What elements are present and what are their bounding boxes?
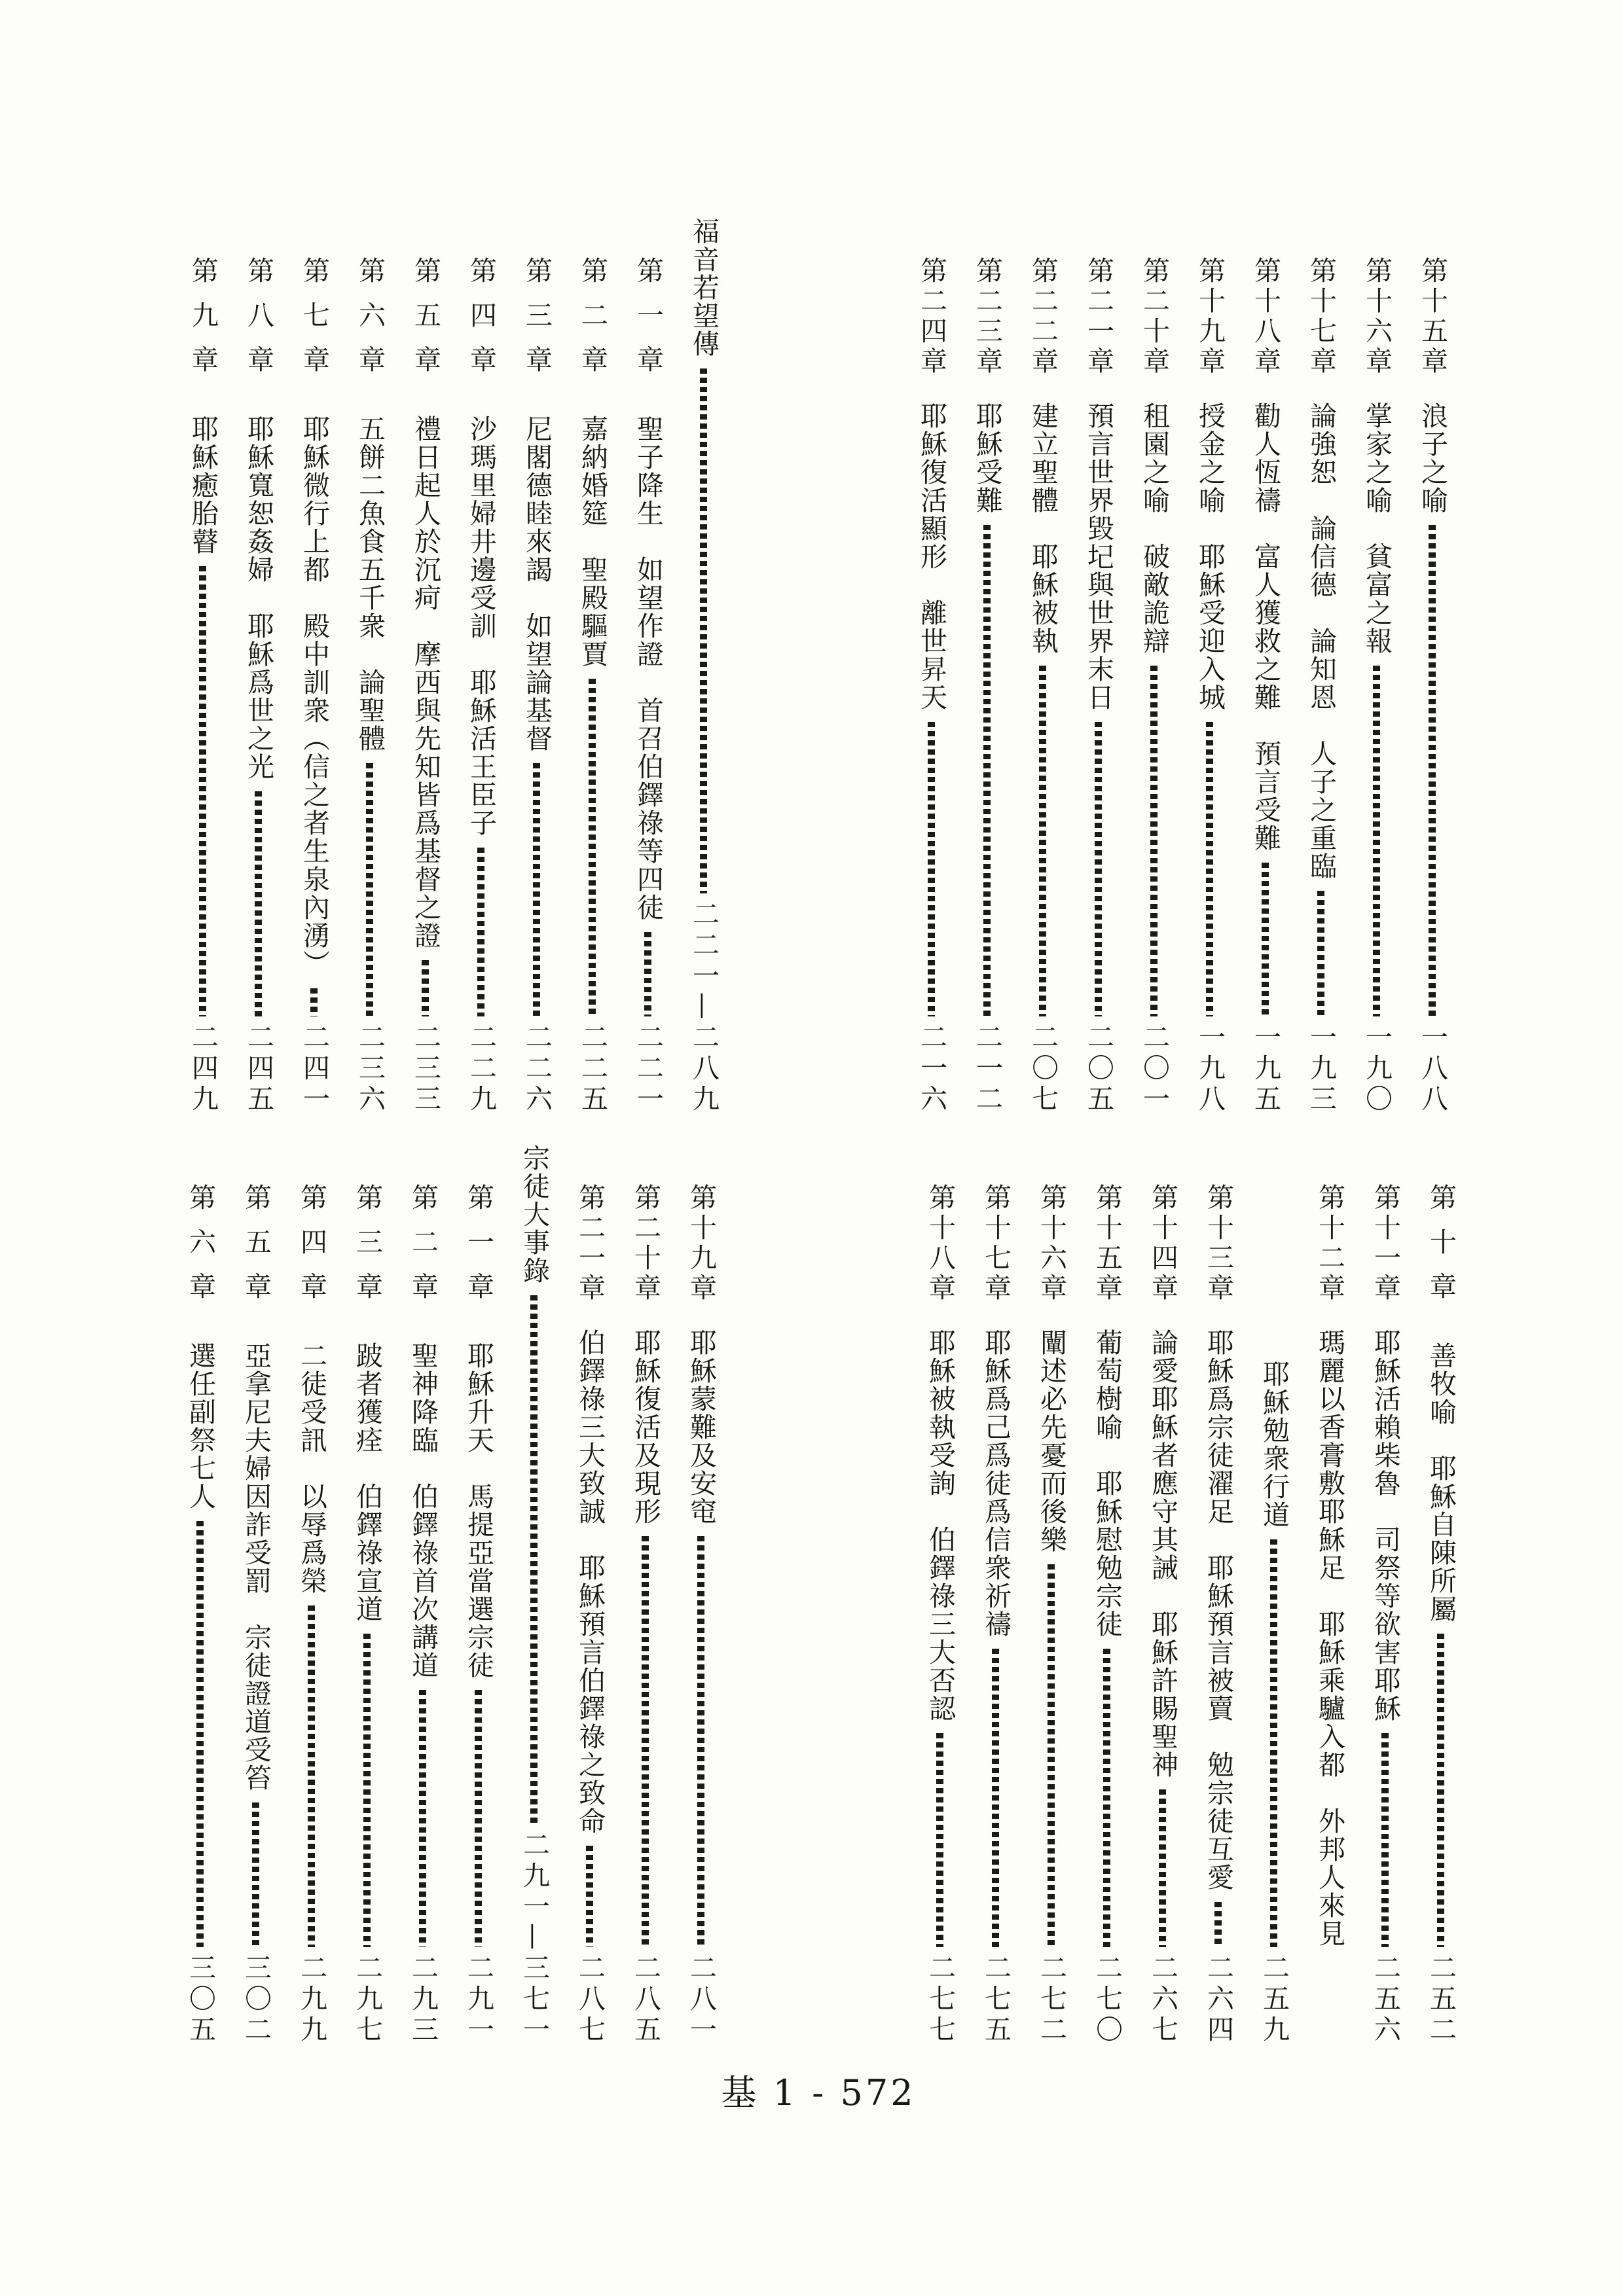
page-number: 一九八 [1194, 1023, 1226, 1115]
toc-entry-column [959, 217, 1015, 1115]
page-number: 二四九 [187, 1023, 219, 1115]
toc-group-john-10-18 [909, 1144, 1468, 2046]
toc-entry-column [1126, 217, 1182, 1115]
dotted-leader [1317, 891, 1324, 1016]
chapter-label: 第十一章 [1370, 1183, 1401, 1304]
dotted-leader [477, 848, 484, 1016]
toc-entry-column [286, 217, 342, 1115]
toc-entry-column [562, 1144, 617, 2046]
chapter-title: 耶穌寬恕姦婦 耶穌爲世之光 [243, 415, 274, 781]
chapter-title: 耶穌微行上都 殿中訓衆（信之者生泉內湧） [299, 415, 330, 978]
dotted-leader [1262, 863, 1269, 1016]
toc-entry-column [1070, 217, 1126, 1115]
toc-entry-column [1413, 1144, 1468, 2046]
chapter-title: 禮日起人於沉疴 摩西與先知皆爲基督之證 [410, 415, 441, 950]
dotted-leader [1159, 1789, 1166, 1947]
chapter-label: 第十五章 [1091, 1183, 1123, 1304]
chapter-title: 耶穌蒙難及安窀 [685, 1329, 717, 1526]
chapter-title: 耶穌勉衆行道 [1258, 1360, 1290, 1529]
chapter-title: 嘉納婚筵 聖殿驅賈 [577, 415, 608, 668]
chapter-title: 跛者獲痊 伯鐸祿宣道 [352, 1342, 383, 1623]
chapter-label: 第十二章 [1314, 1183, 1345, 1304]
chapter-label: 第十六章 [1361, 257, 1393, 377]
chapter-title: 伯鐸祿三大致誠 耶穌預言伯鐸祿之致命 [574, 1329, 606, 1835]
page-number: 一九〇 [1361, 1023, 1393, 1115]
chapter-label: 第二三章 [972, 257, 1003, 377]
page-number: 二六七 [1147, 1954, 1178, 2046]
chapter-label: 第十八章 [1250, 257, 1281, 377]
dotted-leader [533, 763, 540, 1016]
chapter-title: 耶穌復活及現形 [630, 1329, 661, 1526]
chapter-label: 第三章 [521, 257, 553, 390]
dotted-leader [1206, 722, 1213, 1016]
chapter-title: 耶穌活賴柴魯 司祭等欲害耶穌 [1370, 1329, 1401, 1723]
dotted-leader [422, 960, 429, 1016]
page-number: 二五九 [1258, 1954, 1290, 2046]
toc-entry-column [673, 1144, 729, 2046]
toc-entry-column [1404, 217, 1460, 1115]
chapter-label: 第一章 [463, 1183, 494, 1317]
chapter-label: 第二一章 [574, 1183, 606, 1304]
toc-group-john-1-9 [172, 217, 731, 1115]
dotted-leader [589, 679, 596, 1016]
toc-entry-column [1135, 1144, 1190, 2046]
chapter-title: 耶穌爲宗徒濯足 耶穌預言被賣 勉宗徒互愛 [1203, 1329, 1234, 1892]
toc-entry-column [228, 1144, 283, 2046]
chapter-title: 瑪麗以香膏敷耶穌足 耶穌乘驢入都 外邦人來見 [1314, 1329, 1345, 1948]
chapter-label: 第七章 [299, 257, 330, 390]
toc-entry-column [1293, 217, 1349, 1115]
toc-entry-column [617, 1144, 673, 2046]
chapter-label: 第九章 [187, 257, 219, 390]
page-number: 二八五 [630, 1954, 661, 2046]
page-number: 二九一 [463, 1954, 494, 2046]
page-number: 二八七 [574, 1954, 606, 2046]
dotted-leader [1373, 666, 1380, 1016]
toc-entry-column [1302, 1144, 1357, 2046]
page-number: 二七五 [980, 1954, 1012, 2046]
dotted-leader [255, 791, 262, 1016]
page-footer [681, 2065, 956, 2115]
dotted-leader [310, 988, 318, 1016]
page-number: 二二六 [521, 1023, 553, 1115]
dotted-leader [700, 368, 707, 893]
page-number: 三〇二 [240, 1954, 272, 2046]
chapter-label: 第四章 [296, 1183, 327, 1317]
dotted-leader [1048, 1564, 1055, 1947]
chapter-label: 第八章 [243, 257, 274, 390]
page-number: 二〇一 [1139, 1023, 1170, 1115]
toc-entry-column [342, 217, 397, 1115]
toc-entry-column [564, 217, 620, 1115]
toc-entry-column [230, 217, 286, 1115]
chapter-title: 尼閣德睦來謁 如望論基督 [521, 415, 553, 753]
page-number: 二四一 [299, 1023, 330, 1115]
book-title: 福音若望傳 [688, 217, 720, 358]
book-title: 宗徒大事錄 [519, 1144, 550, 1285]
chapter-title: 耶穌癒胎瞽 [187, 415, 219, 556]
dotted-leader [308, 1605, 315, 1947]
dotted-leader [1214, 1902, 1222, 1947]
dotted-leader [252, 1803, 259, 1947]
toc-entry-column [912, 1144, 968, 2046]
toc-entry-column [1182, 217, 1237, 1115]
toc-section-title-column [506, 1144, 562, 2046]
chapter-title: 耶穌升天 馬提亞當選宗徒 [463, 1342, 494, 1679]
chapter-label: 第十三章 [1203, 1183, 1234, 1304]
toc-entry-column [172, 1144, 228, 2046]
chapter-title: 租園之喻 破敵詭辯 [1139, 402, 1170, 655]
toc-entry-column [175, 217, 230, 1115]
chapter-label: 第二十章 [630, 1183, 661, 1304]
toc-entry-column [397, 217, 453, 1115]
chapter-title: 預言世界毀圮與世界末日 [1083, 402, 1114, 711]
dotted-leader [1095, 722, 1102, 1016]
dotted-leader [475, 1690, 482, 1947]
page-number: 三〇五 [185, 1954, 216, 2046]
page-number: 二八一 [685, 1954, 717, 2046]
chapter-label: 第二章 [577, 257, 608, 390]
toc-entry-column [1015, 217, 1070, 1115]
toc-entry-column [903, 217, 959, 1115]
dotted-leader [983, 525, 991, 1016]
dotted-leader [642, 1536, 649, 1947]
dotted-leader [1103, 1649, 1110, 1947]
dotted-leader [1039, 666, 1046, 1016]
chapter-label: 第二章 [407, 1183, 439, 1317]
page-number: 二二五 [577, 1023, 608, 1115]
toc-entry-column [1079, 1144, 1135, 2046]
page-number: 二九九 [296, 1954, 327, 2046]
toc-entry-column [450, 1144, 506, 2046]
dotted-leader [1150, 666, 1158, 1016]
dotted-leader [1270, 1539, 1277, 1947]
dotted-leader [366, 763, 373, 1016]
toc-entry-column [1349, 217, 1404, 1115]
page-number: 一九五 [1250, 1023, 1281, 1115]
page-number: 二三六 [354, 1023, 386, 1115]
chapter-label: 第十九章 [685, 1183, 717, 1304]
page-number: 二二一 [632, 1023, 664, 1115]
chapter-label: 第六章 [185, 1183, 216, 1317]
page-number: 二〇五 [1083, 1023, 1114, 1115]
page-number: 二六四 [1203, 1954, 1234, 2046]
toc-group-john19-acts [169, 1144, 729, 2046]
chapter-title: 建立聖體 耶穌被執 [1027, 402, 1059, 655]
chapter-title: 耶穌爲己爲徒爲信衆祈禱 [980, 1329, 1012, 1638]
chapter-label: 第十章 [1425, 1183, 1457, 1317]
page-number: 二七〇 [1091, 1954, 1123, 2046]
dotted-leader [419, 1690, 426, 1947]
chapter-label: 第五章 [240, 1183, 272, 1317]
chapter-title: 耶穌被執受詢 伯鐸祿三大否認 [924, 1329, 956, 1723]
page-number: 二七七 [924, 1954, 956, 2046]
toc-entry-column [283, 1144, 339, 2046]
dotted-leader [928, 722, 935, 1016]
chapter-label: 第四章 [465, 257, 497, 390]
chapter-title: 二徒受訊 以辱爲榮 [296, 1342, 327, 1595]
chapter-title: 勸人恆禱 富人獲救之難 預言受難 [1250, 402, 1281, 852]
page-footer-number: 基 1 - 572 [721, 2072, 916, 2113]
chapter-label: 第十四章 [1147, 1183, 1178, 1304]
dotted-leader [644, 932, 651, 1016]
chapter-title: 耶穌復活顯形 離世昇天 [916, 402, 947, 711]
page-number: 二一二 [972, 1023, 1003, 1115]
chapter-title: 亞拿尼夫婦因詐受罰 宗徒證道受笞 [240, 1342, 272, 1792]
dotted-leader [1381, 1733, 1389, 1947]
chapter-title: 掌家之喻 貧富之報 [1361, 402, 1393, 655]
chapter-label: 第三章 [352, 1183, 383, 1317]
page-number: 二二一—二八九 [688, 900, 720, 1115]
chapter-label: 第十八章 [924, 1183, 956, 1304]
toc-section-title-column [676, 217, 731, 1115]
chapter-label: 第二四章 [916, 257, 947, 377]
chapter-title: 選任副祭七人 [185, 1342, 216, 1511]
chapter-label: 第六章 [354, 257, 386, 390]
chapter-title: 論愛耶穌者應守其誡 耶穌許賜聖神 [1147, 1329, 1178, 1779]
dotted-leader [199, 566, 206, 1016]
chapter-label: 第十六章 [1036, 1183, 1067, 1304]
toc-entry-column [620, 217, 676, 1115]
dotted-leader [363, 1634, 371, 1947]
chapter-title: 五餅二魚食五千衆 論聖體 [354, 415, 386, 753]
page-number: 二九三 [407, 1954, 439, 2046]
chapter-title: 耶穌受難 [972, 402, 1003, 514]
chapter-title: 善牧喻 耶穌自陳所屬 [1425, 1342, 1457, 1623]
chapter-title: 聖神降臨 伯鐸祿首次講道 [407, 1342, 439, 1679]
page-number: 二九一—三七一 [519, 1831, 550, 2046]
chapter-title: 論強恕 論信德 論知恩 人子之重臨 [1305, 402, 1337, 880]
page-number: 二二九 [465, 1023, 497, 1115]
page-number: 二一六 [916, 1023, 947, 1115]
page-number: 二四五 [243, 1023, 274, 1115]
chapter-title: 闡述必先憂而後樂 [1036, 1329, 1067, 1554]
toc-entry-column [453, 217, 509, 1115]
page-number: 一九三 [1305, 1023, 1337, 1115]
dotted-leader [1437, 1634, 1444, 1947]
page-number: 二〇七 [1027, 1023, 1059, 1115]
toc-entry-column [1190, 1144, 1246, 2046]
chapter-label: 第十九章 [1194, 257, 1226, 377]
dotted-leader [1429, 525, 1436, 1016]
chapter-label: 第二十章 [1139, 257, 1170, 377]
dotted-leader [530, 1295, 538, 1824]
dotted-leader [992, 1649, 999, 1947]
chapter-title: 沙瑪里婦井邊受訓 耶穌活王臣子 [465, 415, 497, 837]
chapter-label: 第一章 [632, 257, 664, 390]
page-number: 一八八 [1417, 1023, 1448, 1115]
dotted-leader [586, 1846, 593, 1947]
dotted-leader [697, 1536, 704, 1947]
chapter-label: 第二一章 [1083, 257, 1114, 377]
toc-entry-column [339, 1144, 395, 2046]
page-number: 二七二 [1036, 1954, 1067, 2046]
page-number: 二五六 [1370, 1954, 1401, 2046]
chapter-label: 第十七章 [1305, 257, 1337, 377]
toc-entry-column [1023, 1144, 1079, 2046]
page-number: 二五二 [1425, 1954, 1457, 2046]
page-number: 二三三 [410, 1023, 441, 1115]
chapter-title: 聖子降生 如望作證 首召伯鐸祿等四徒 [632, 415, 664, 922]
dotted-leader [196, 1521, 204, 1947]
toc-entry-column [1246, 1144, 1302, 2046]
chapter-label: 第五章 [410, 257, 441, 390]
toc-entry-column [395, 1144, 450, 2046]
dotted-leader [936, 1733, 943, 1947]
chapter-title: 授金之喻 耶穌受迎入城 [1194, 402, 1226, 711]
chapter-label: 第十五章 [1417, 257, 1448, 377]
toc-group-luke-15-24 [902, 217, 1460, 1115]
page-number: 二九七 [352, 1954, 383, 2046]
chapter-title: 葡萄樹喻 耶穌慰勉宗徒 [1091, 1329, 1123, 1638]
toc-entry-column [509, 217, 564, 1115]
chapter-label: 第十七章 [980, 1183, 1012, 1304]
toc-entry-column [1237, 217, 1293, 1115]
toc-entry-column [1357, 1144, 1413, 2046]
chapter-label: 第二二章 [1027, 257, 1059, 377]
toc-entry-column [968, 1144, 1023, 2046]
chapter-title: 浪子之喻 [1417, 402, 1448, 514]
